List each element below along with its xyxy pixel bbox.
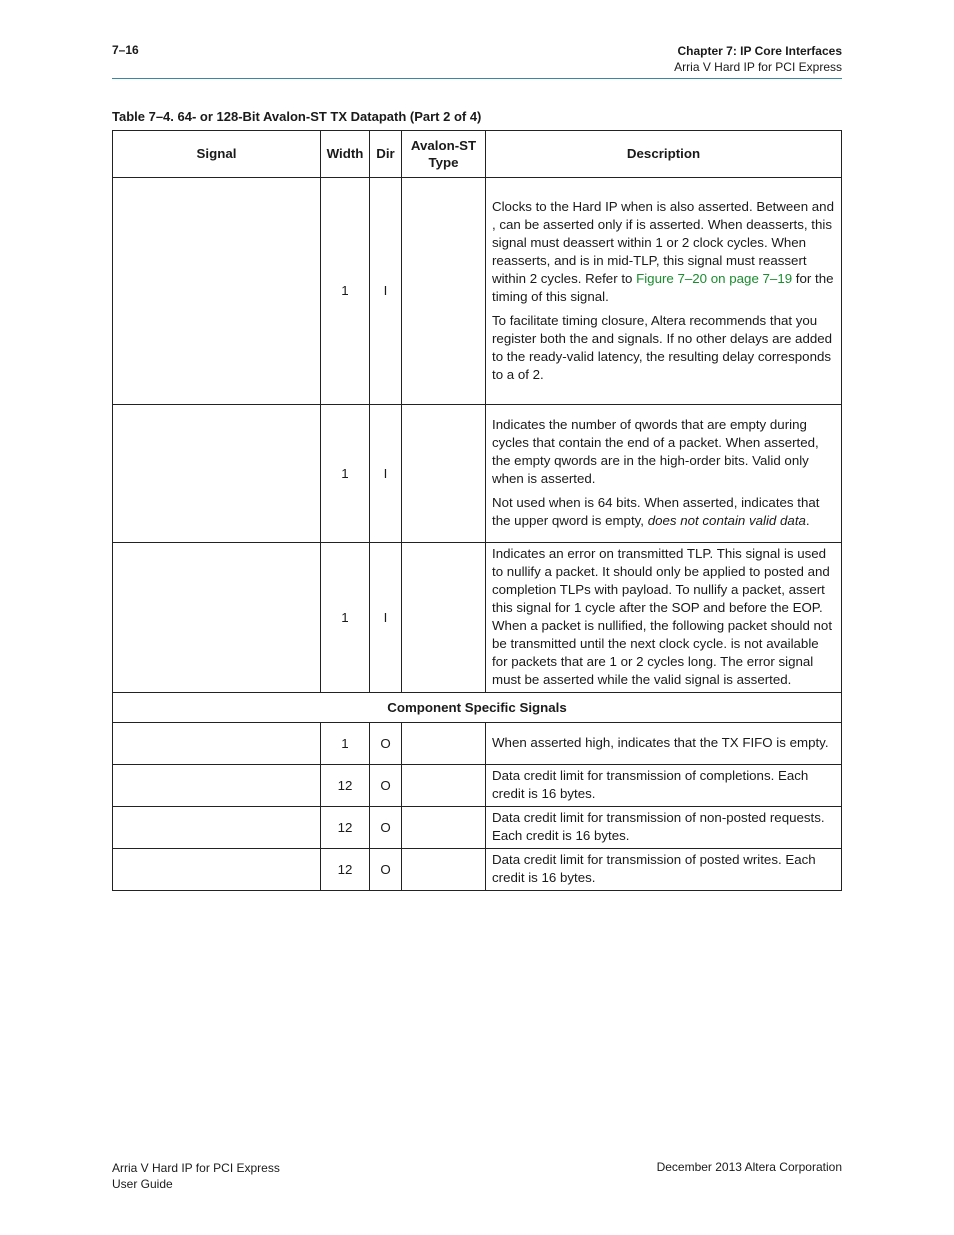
col-type-line1: Avalon-ST: [410, 138, 477, 153]
section-title: Component Specific Signals: [113, 693, 842, 723]
col-width: Width: [321, 131, 370, 178]
description-text: for the timing of this signal.: [492, 270, 834, 304]
description-cell: [486, 405, 842, 543]
dir-cell: I: [370, 405, 402, 543]
footer-book-title: Arria V Hard IP for PCI Express: [112, 1161, 280, 1175]
type-cell: [402, 178, 486, 405]
book-title: Arria V Hard IP for PCI Express: [674, 60, 842, 74]
description-paragraph: [492, 198, 835, 306]
description-cell: When asserted high, indicates that the TX FIFO is empty.: [486, 723, 842, 765]
footer-left: [112, 1160, 280, 1192]
signal-cell: [113, 723, 321, 765]
table-caption: Table 7–4. 64- or 128-Bit Avalon-ST TX Datapath (Part 2 of 4): [112, 109, 482, 124]
footer-guide-type: User Guide: [112, 1177, 173, 1191]
chapter-title: Chapter 7: IP Core Interfaces: [677, 44, 842, 58]
description-paragraph: Indicates the number of qwords that are empty during cycles that contain the end of a packet. When asserted, the empty qwords are in the high-order bits. Valid only when is asserted.: [492, 417, 819, 486]
type-cell: [402, 723, 486, 765]
width-cell: 1: [321, 543, 370, 693]
page-number: 7–16: [112, 43, 139, 57]
table-row: [113, 178, 842, 405]
col-dir: Dir: [370, 131, 402, 178]
table-row: [113, 765, 842, 807]
description-text: .: [805, 513, 810, 528]
col-type-line2: Type: [428, 155, 459, 170]
section-row: [113, 693, 842, 723]
table-row: [113, 405, 842, 543]
signal-cell: [113, 765, 321, 807]
figure-link[interactable]: Figure 7–20 on page 7–19: [636, 270, 793, 286]
signal-cell: [113, 178, 321, 405]
width-cell: 12: [321, 807, 370, 849]
signal-cell: [113, 807, 321, 849]
footer-date-org: December 2013 Altera Corporation: [656, 1160, 842, 1174]
signal-cell: [113, 543, 321, 693]
table-row: [113, 723, 842, 765]
description-cell: Data credit limit for transmission of posted writes. Each credit is 16 bytes.: [486, 849, 842, 891]
width-cell: 1: [321, 178, 370, 405]
description-cell: Indicates an error on transmitted TLP. This signal is used to nullify a packet. It should only be applied to posted and completion TLPs with payload. To nullify a packet, assert this signal for 1 cycle after the SOP and before the EOP. When a packet is nullified, the following packet should not be transmitted until the next clock cycle. is not available for packets that are 1 or 2 cycles long. The error signal must be asserted while the valid signal is asserted.: [486, 543, 842, 693]
dir-cell: I: [370, 178, 402, 405]
table-row: [113, 807, 842, 849]
description-cell: Data credit limit for transmission of non-posted requests. Each credit is 16 bytes.: [486, 807, 842, 849]
signal-table: [112, 130, 842, 891]
dir-cell: O: [370, 765, 402, 807]
col-type: [402, 131, 486, 178]
description-cell: Data credit limit for transmission of completions. Each credit is 16 bytes.: [486, 765, 842, 807]
col-signal: Signal: [113, 131, 321, 178]
signal-cell: [113, 849, 321, 891]
emphasis-text: does not contain valid data: [647, 513, 806, 528]
table-row: [113, 543, 842, 693]
dir-cell: I: [370, 543, 402, 693]
dir-cell: O: [370, 723, 402, 765]
type-cell: [402, 543, 486, 693]
table-row: [113, 849, 842, 891]
width-cell: 12: [321, 765, 370, 807]
running-header: [674, 43, 842, 75]
table-header-row: [113, 131, 842, 178]
description-text: Not used when is 64 bits. When asserted, indicates that the upper qword is empty,: [492, 495, 820, 528]
width-cell: 1: [321, 723, 370, 765]
signal-cell: [113, 405, 321, 543]
description-paragraph: To facilitate timing closure, Altera recommends that you register both the and signals. If no other delays are added to the ready-valid latency, the resulting delay corresponds to a of 2.: [492, 312, 833, 382]
type-cell: [402, 405, 486, 543]
header-rule: [112, 78, 842, 79]
description-text: Clocks to the Hard IP when is also asserted. Between and , can be asserted only if is asserted. When deasserts, this signal must deassert within 1 or 2 clock cycles. When reasserts, and is in mid-TLP, this signal must reassert within 2 cycles. Refer to: [492, 198, 834, 286]
width-cell: 12: [321, 849, 370, 891]
col-description: Description: [486, 131, 842, 178]
width-cell: 1: [321, 405, 370, 543]
description-cell: [486, 178, 842, 405]
type-cell: [402, 849, 486, 891]
description-paragraph: [492, 494, 835, 530]
type-cell: [402, 765, 486, 807]
dir-cell: O: [370, 807, 402, 849]
type-cell: [402, 807, 486, 849]
dir-cell: O: [370, 849, 402, 891]
